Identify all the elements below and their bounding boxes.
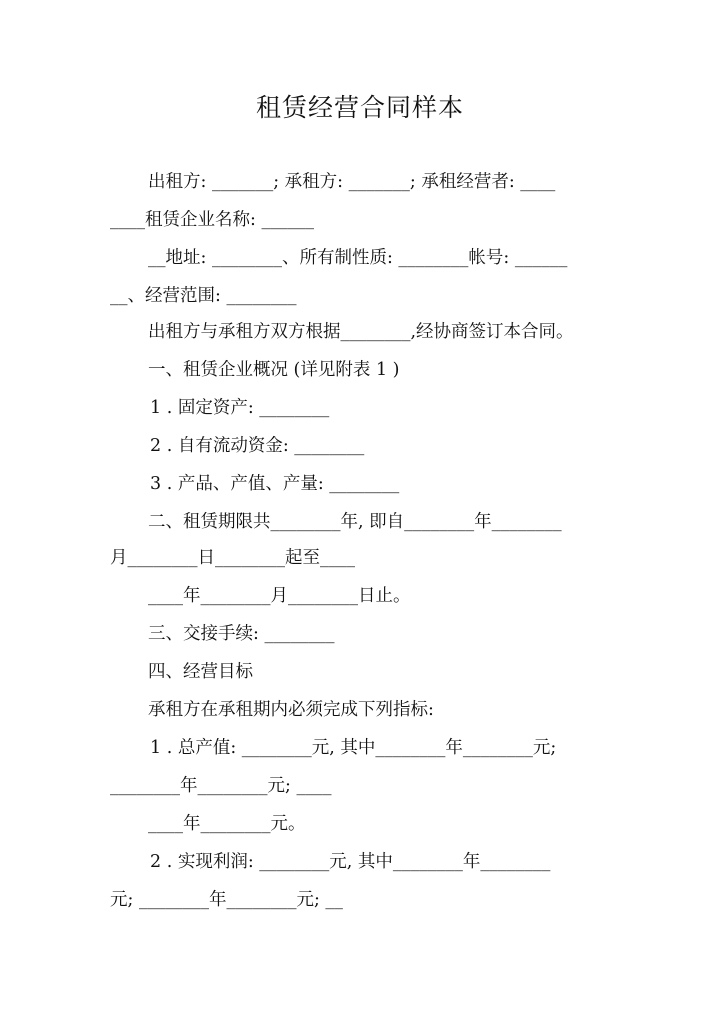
working-capital-item: 2 . 自有流动资金: ________: [150, 436, 365, 456]
profit-continuation: 元; ________年________元; __: [110, 890, 343, 910]
term-continuation-line: 月________日________起至____: [110, 548, 355, 568]
total-output-end-line: ____年________元。: [148, 814, 306, 834]
business-scope-line: __、经营范围: ________: [110, 286, 297, 306]
address-line: __地址: ________、所有制性质: ________帐号: ______: [148, 248, 568, 268]
enterprise-name-line: ____租赁企业名称: ______: [110, 210, 314, 230]
term-end-line: ____年________月________日止。: [148, 586, 411, 606]
agreement-basis-line: 出租方与承租方双方根据________,经协商签订本合同。: [148, 322, 574, 342]
fixed-assets-item: 1 . 固定资产: ________: [150, 398, 330, 418]
targets-intro-line: 承租方在承租期内必须完成下列指标:: [148, 700, 434, 720]
section-two-term-line: 二、租赁期限共________年, 即自________年________: [148, 512, 562, 532]
total-output-continuation: ________年________元; ____: [110, 776, 332, 796]
document-title: 租赁经营合同样本: [255, 93, 464, 122]
section-four-heading: 四、经营目标: [148, 662, 253, 682]
total-output-item: 1 . 总产值: ________元, 其中________年________元;: [150, 738, 557, 758]
section-one-heading: 一、租赁企业概况 (详见附表 1 ): [148, 360, 400, 380]
products-output-item: 3 . 产品、产值、产量: ________: [150, 474, 400, 494]
profit-item: 2 . 实现利润: ________元, 其中________年________: [150, 852, 551, 872]
parties-line: 出租方: _______; 承租方: _______; 承租经营者: ____: [148, 172, 556, 192]
section-three-heading: 三、交接手续: ________: [148, 624, 335, 644]
